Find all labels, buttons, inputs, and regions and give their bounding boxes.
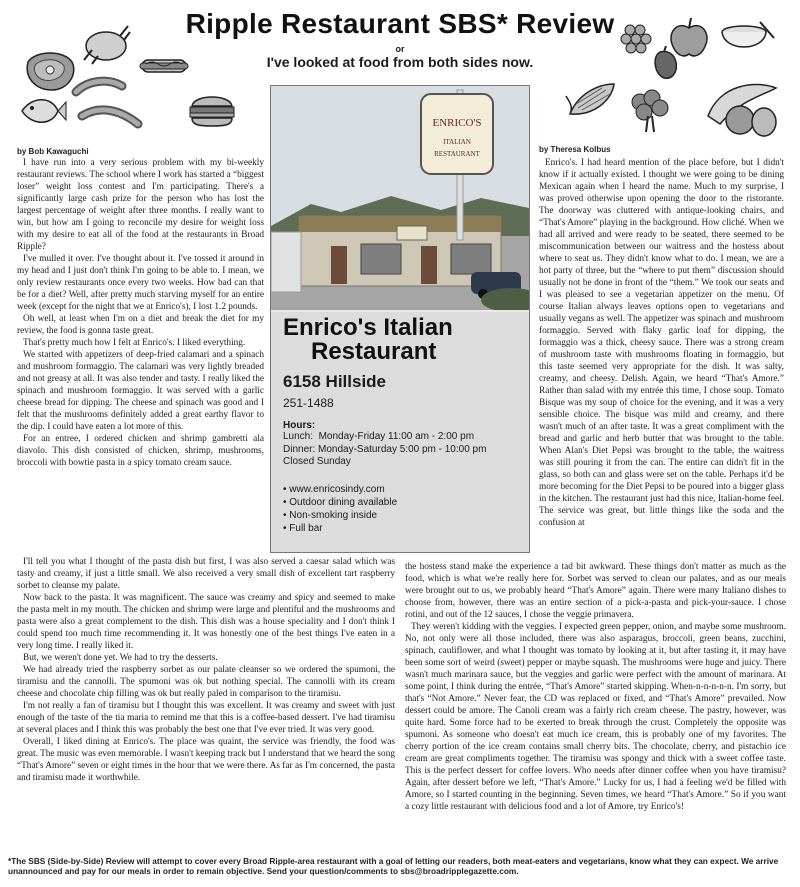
fruit-pile-icon <box>700 76 784 140</box>
website-link[interactable]: • www.enricosindy.com <box>283 483 517 496</box>
right-review-continued <box>405 562 786 852</box>
hours-lunch: Lunch: Monday-Friday 11:00 am - 2:00 pm <box>283 431 475 442</box>
restaurant-details <box>271 312 529 552</box>
paragraph: Now back to the pasta. It was magnificent. The sauce was creamy and spicy and seemed to make the pasta melt in my mouth. The chicken and shrimp were large and plentiful and the mushrooms and pasta were also a great complement to the dish. This dish was a house speciality and I don't think I could spend too much time recommending it. It was honestly one of the best things I've eaten in a very long time. I really liked it. <box>17 592 395 651</box>
sign-text: ENRICO'S <box>432 117 482 129</box>
title-or: or <box>395 44 405 54</box>
restaurant-photo <box>271 86 529 310</box>
restaurant-phone: 251-1488 <box>283 396 334 410</box>
hours-closed: Closed Sunday <box>283 456 351 467</box>
paragraph: the hostess stand make the experience a tad bit awkward. These things don't matter as much as the food, which is what we're really here for. Sorbet was served to clean our palates, and as our meals were brought out to us, we probably heard “That's Amore” again. There were many Italiano dishes to choose from, however, there was an entire section of a pick-a-pasta and pick-your-sauce. I chose rotini, and out of the 12 sauces, I chose the veggie primavera. <box>405 562 786 620</box>
paragraph: I'm not really a fan of tiramisu but I thought this was excellent. It was creamy and sweet with just enough of the taste of the tia maria to remind me that this is a coffee-based dessert. I've had tiramisu at several places and I think this was probably the best one that I've ever tried. It was very good. <box>17 700 395 735</box>
paragraph: That's pretty much how I felt at Enrico's. I liked everything. <box>23 337 246 348</box>
left-review-continued <box>17 557 395 819</box>
paragraph: I'll tell you what I thought of the pasta dish but first, I was also served a caesar salad which was tasty and creamy, if just a little small. We also received a very small dish of excellent tart raspberry sorbet to cleanse my palate. <box>17 557 395 591</box>
hamburger-icon <box>186 90 238 130</box>
paragraph: They weren't kidding with the veggies. I expected green pepper, onion, and maybe some mushroom. No, not only were all those included, there was also asparagus, broccoli, green beans, zucchini, spinach, cauliflower, and what I thought was tomato by looking at it, but after tasting it, it may have been some sort of weird (sweet) pepper or maybe squash. The mushrooms were huge and juicy. There wasn't much marinara sauce, but the veggies and garlic were perfect with the amount of marinara. At some point, I think during the entrée, “That's Amore” started skipping. When-n-n-n-n-n. I'm sorry, but that's “Not Amore.” Never fear, the CD was replaced or fixed, and “That's Amore” prevailed. Now dessert could be amore. The Canoli cream was a fairly rich cream cheese. The pastry, however, was quite hard. Some force had to be exerted to break through the crust. Completely the opposite was spumoni. As someone who doesn't eat much ice cream, this is probably one of my favorites. The cherry portion of the ice cream contains small cherry bits. The chocolate, cherry, and pistachio ice cream are great compliments together. The tiramisu was spongy and thick with a sweet coffee taste. This is the perfect dessert for coffee lovers. Who needs after dinner coffee when you have tiramisu? Again, after dessert before we left, “That's Amore.” Lucky for us, I had a feeling we'd be filled with Amore, so I started counting in the beginning. Seven times, we heard “That's Amore.” So if you want a cozy little restaurant with delicious food and a lot of Amore, try Enrico's! <box>405 621 786 812</box>
chicken-icon <box>80 20 132 66</box>
feature-item: • Outdoor dining available <box>283 496 517 509</box>
paragraph: For an entree, I ordered chicken and shrimp gambretti ala diavolo. This dish consisted of chicken, shrimp, mushrooms, broccoli with bowtie pasta in a spicy tomato cream sauce. <box>17 433 264 468</box>
fish-icon <box>18 90 68 132</box>
svg-text:RESTAURANT: RESTAURANT <box>434 150 480 158</box>
paragraph: Enrico's. I had heard mention of the place before, but I didn't know if it actually existed. I thought we were going to be dining Mexican again when I heard the name. Much to my surprise, I was proved otherwise upon opening the door to the ristorante. The doorway was cluttered with antique-looking chairs, and “That's Amore” playing in the background. How cliché. When we had all arrived and were ready to be seated, there seemed to be miscommunication between our waitress and the hostess about where to seat us. They didn't know what to do. I mean, we are a hot party of three, but the “where to put them” discussion should usually not be done in front of the “them.” We took our seats and I was pleased to see a vegetarian appetizer on the menu. Of course Italian always leaves options open to vegetarians and usually vegans as well. The appetizer was spinach and mushroom formaggio. Served with flaky garlic loaf for dipping, the formaggio was a thick, cheesy sauce. There was a strong cream of mushroom taste with mushrooms floating in formaggio, but this taste seemed very appropriate for the dish. It was salty, creamy, and cheesy. Delish. Again, we heard “That's Amore.” Rather than salad with my entrée this time, I chose soup. Tomato Bisque was my soup of choice for the evening, and it was a very sensible choice. The bisque was mild and creamy, and there wasn't much of an after taste. It was a great compliment with the bread and garlic and herb butter that was brought to the table. When Alan's Diet Pepsi was brought to the table, the waitress was still pouring it from the can. The entire can didn't fit in the glass, so both can and glass were set on the table. Perhaps it'd be more becoming for the Diet Pepsi to be poured into a bigger glass in the kitchen. The restaurant just had this nice, Italian-home feel. The service was great, but little things like the soda and the confusion at <box>539 158 784 528</box>
hours-dinner: Dinner: Monday-Saturday 5:00 pm - 10:00 pm <box>283 443 487 455</box>
paragraph: I have run into a very serious problem with my bi-weekly restaurant reviews. The school where I work has started a “biggest loser” weight loss contest and I'm participating. There's a significantly large cash prize for the person who has lost the largest percentage of weight after three months. I really want to win, but how am I going to reconcile my desire for weight loss with my desire to eat all of the food at the restaurants in Broad Ripple? <box>17 158 264 252</box>
sausage-icon <box>68 72 150 138</box>
paragraph: Overall, I liked dining at Enrico's. The place was quaint, the service was friendly, the food was great. The music was even memorable. I wasn't keeping track but I understand that we heard the song “That's Amore” seven or eight times in the hour that we were there. As far as I'm concerned, the pasta and tiramisu made it worthwhile. <box>17 736 395 783</box>
restaurant-name: Enrico's Italian Restaurant <box>283 314 453 365</box>
feature-list <box>283 483 517 535</box>
hours-label: Hours: <box>283 420 316 431</box>
restaurant-address: 6158 Hillside <box>283 372 387 391</box>
feature-item: • Non-smoking inside <box>283 509 517 522</box>
paragraph: We started with appetizers of deep-fried calamari and a spinach and mushroom formaggio. The calamari was very lightly breaded and not greasy at all. It was also tender and tasty. I really liked the spinach and mushroom formaggio. It was served with a garlic cheese bread for dipping. The cheese and spinach was good and I felt that the mushrooms definitely added a great earthy flavor to the dip. I could have eaten a lot more of this. <box>17 349 264 432</box>
peppers-icon <box>650 44 690 82</box>
paragraph: We had already tried the raspberry sorbet as our palate cleanser so we ordered the spumoni, the tiramisu and the cannolli. The spumoni was ok but nothing special. The cannolli with its cream cheese and chocolate chip filling was ok but really paled in comparison to the tiramisu. <box>17 664 395 699</box>
byline-right: by Theresa Kolbus <box>539 145 611 154</box>
right-review-column <box>539 158 784 563</box>
page-subtitle: I've looked at food from both sides now. <box>266 54 534 70</box>
svg-text:ITALIAN: ITALIAN <box>443 138 471 146</box>
broccoli-icon <box>624 88 674 134</box>
feature-item: • Full bar <box>283 522 517 535</box>
paragraph: I've mulled it over. I've thought about it. I've tossed it around in my head and I just don't think I'm going to be able to. I mean, we only review restaurants once every two weeks. How bad can that be for a diet? Well, after pretty much starving myself for an entire week (except for the night that we at Enrico's), I lost 1.2 pounds. <box>17 253 264 312</box>
bowl-icon <box>716 18 776 58</box>
paragraph: But, we weren't done yet. We had to try the desserts. <box>23 652 218 663</box>
byline-left: by Bob Kawaguchi <box>17 147 89 156</box>
left-review-column <box>17 158 264 558</box>
grapes-icon <box>618 20 654 60</box>
page-title: Ripple Restaurant SBS* Review <box>185 8 615 39</box>
paragraph: Oh well, at least when I'm on a diet and break the diet for my review, the food is gonna taste great. <box>17 313 264 336</box>
corn-icon <box>564 78 620 122</box>
footer-note: *The SBS (Side-by-Side) Review will attempt to cover every Broad Ripple-area restaurant with a goal of letting our readers, both meat-eaters and vegetarians, know what they can expect. We arrive unannounced and pay for our meals in order to remain objective. Send your question/comments to sbs@broadripplegazette.com. <box>8 856 779 877</box>
hot-dog-icon <box>138 52 190 78</box>
